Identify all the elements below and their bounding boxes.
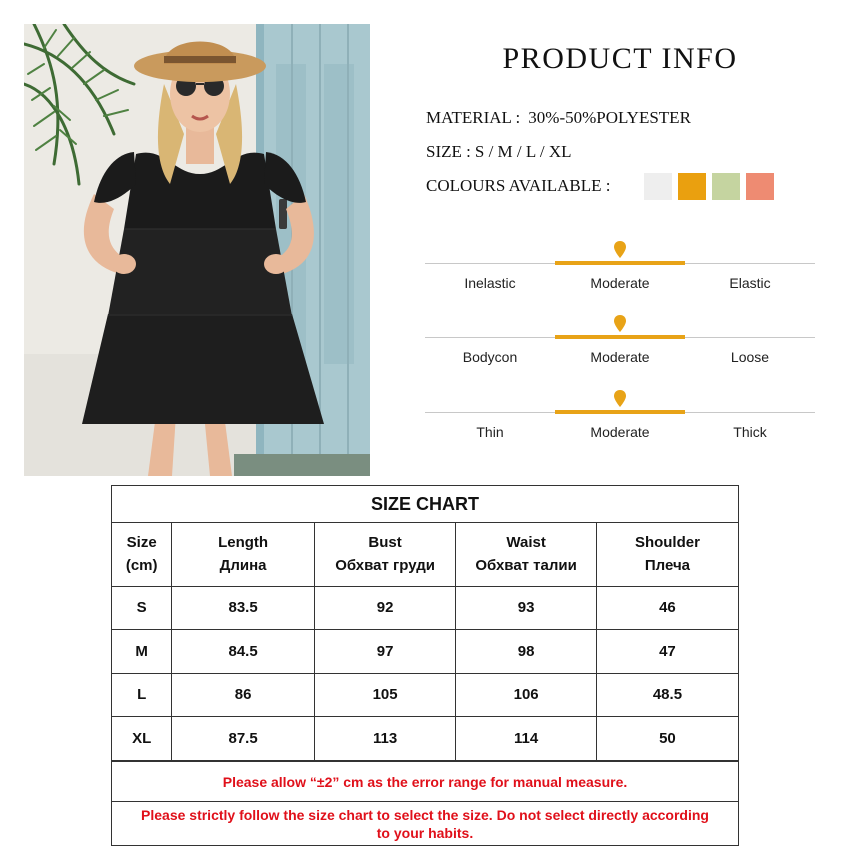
colour-swatch-green[interactable] [712,173,740,200]
table-cell: 83.5 [172,586,315,630]
size-chart-title: SIZE CHART [112,486,738,523]
table-cell: 87.5 [172,717,315,761]
scale-right-label: Thick [733,424,767,440]
table-cell: 47 [596,630,738,674]
error-range-note: Please allow “±2” cm as the error range for manual measure. [112,761,738,801]
table-cell: 92 [314,586,456,630]
scale-selected-bar [555,261,685,265]
size-selection-warning [112,801,738,845]
size-label: SIZE : [426,142,471,161]
header-cell: Shoulder Плеча [596,523,738,586]
warning-line-2: to your habits. [376,824,474,841]
header-cell: Bust Обхват груди [314,523,456,586]
table-cell: 97 [314,630,456,674]
table-row [112,586,738,630]
table-row [112,717,738,761]
model-in-black-dress-image [24,24,370,476]
thickness-scale [425,412,815,452]
warning-line-1: Please strictly follow the size chart to select the size. Do not select directly according [141,806,709,823]
material-value: 30%-50%POLYESTER [528,108,691,127]
colour-swatch-white[interactable] [644,173,672,200]
location-pin-icon [613,390,627,408]
location-pin-icon [613,241,627,259]
table-cell: 113 [314,717,456,761]
size-line [426,142,572,162]
stretch-scale [425,263,815,303]
table-cell: 93 [456,586,597,630]
table-cell: 46 [596,586,738,630]
scale-mid-label: Moderate [590,424,650,440]
scale-left-label: Thin [476,424,504,440]
header-cell: Length Длина [172,523,315,586]
size-chart [111,485,739,846]
table-row [112,673,738,717]
colour-swatch-coral[interactable] [746,173,774,200]
table-cell: 86 [172,673,315,717]
material-label: MATERIAL : [426,108,521,127]
table-cell: S [112,586,172,630]
table-cell: 50 [596,717,738,761]
colours-label: COLOURS AVAILABLE : [426,176,611,195]
table-cell: 48.5 [596,673,738,717]
scale-left-label: Inelastic [464,275,516,291]
table-cell: 114 [456,717,597,761]
scale-right-label: Elastic [729,275,771,291]
product-photo [24,24,370,476]
table-cell: M [112,630,172,674]
header-cell: Size (cm) [112,523,172,586]
table-header-row [112,523,738,586]
size-table [112,523,738,761]
scale-right-label: Loose [730,349,770,365]
location-pin-icon [613,315,627,333]
colour-swatch-yellow[interactable] [678,173,706,200]
scale-mid-label: Moderate [590,349,650,365]
colours-line [426,176,611,196]
table-cell: 105 [314,673,456,717]
table-cell: 84.5 [172,630,315,674]
scale-mid-label: Moderate [590,275,650,291]
colour-swatches [644,173,774,200]
scale-left-label: Bodycon [462,349,518,365]
table-cell: XL [112,717,172,761]
table-cell: 98 [456,630,597,674]
product-info-title: PRODUCT INFO [502,42,738,75]
fit-scale [425,337,815,377]
material-line [426,108,691,128]
table-cell: L [112,673,172,717]
table-row [112,630,738,674]
header-cell: Waist Обхват талии [456,523,597,586]
scale-selected-bar [555,335,685,339]
size-value: S / M / L / XL [474,142,572,161]
scale-selected-bar [555,410,685,414]
table-cell: 106 [456,673,597,717]
